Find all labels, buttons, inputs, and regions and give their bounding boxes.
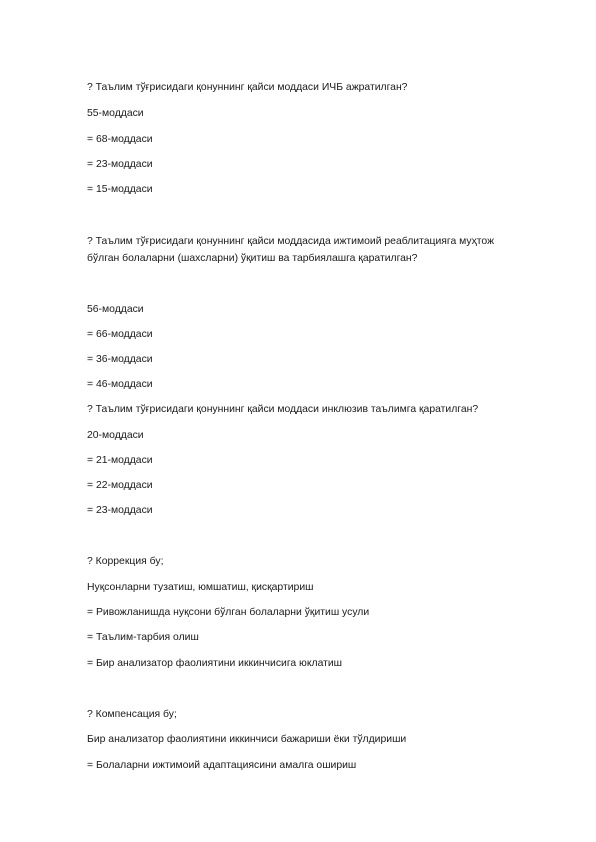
answer-option: = 23-моддаси <box>87 159 153 170</box>
answer-option: = Бир анализатор фаолиятини иккинчисига юклатиш <box>87 658 343 669</box>
answer-option: = 21-моддаси <box>87 455 153 466</box>
answer-option: = Болаларни ижтимоий адаптациясини амалга ошириш <box>87 760 357 771</box>
answer-option: = 36-моддаси <box>87 354 153 365</box>
answer-option: = 68-моддаси <box>87 134 153 145</box>
answer-option: = 22-моддаси <box>87 480 153 491</box>
answer-option: = Ривожланишда нуқсони бўлган болаларни ўқитиш усули <box>87 607 370 618</box>
answer-option: = 66-моддаси <box>87 329 153 340</box>
question-text: ? Компенсация бу; <box>87 709 177 720</box>
question-text: ? Таълим тўғрисидаги қонуннинг қайси моддаси ИЧБ ажратилган? <box>87 82 408 93</box>
answer-option: = 15-моддаси <box>87 184 153 195</box>
answer-option: = 46-моддаси <box>87 379 153 390</box>
question-text: ? Таълим тўғрисидаги қонуннинг қайси моддасида ижтимоий реаблитацияга муҳтож бўлган болаларни (шахсларни) ўқитиш ва тарбиялашга қаратилган? <box>87 236 495 264</box>
answer-option: = 23-моддаси <box>87 505 153 516</box>
question-text: ? Коррекция бу; <box>87 556 164 567</box>
answer-option: 56-моддаси <box>87 304 144 315</box>
answer-option: Бир анализатор фаолиятини иккинчиси бажариши ёки тўлдириши <box>87 734 407 745</box>
answer-option: = Таълим-тарбия олиш <box>87 632 199 643</box>
answer-option: 20-моддаси <box>87 430 144 441</box>
answer-option: Нуқсонларни тузатиш, юмшатиш, қисқартириш <box>87 582 314 593</box>
answer-option: 55-моддаси <box>87 108 144 119</box>
question-text: ? Таълим тўғрисидаги қонуннинг қайси моддаси инклюзив таълимга қаратилган? <box>87 404 479 415</box>
